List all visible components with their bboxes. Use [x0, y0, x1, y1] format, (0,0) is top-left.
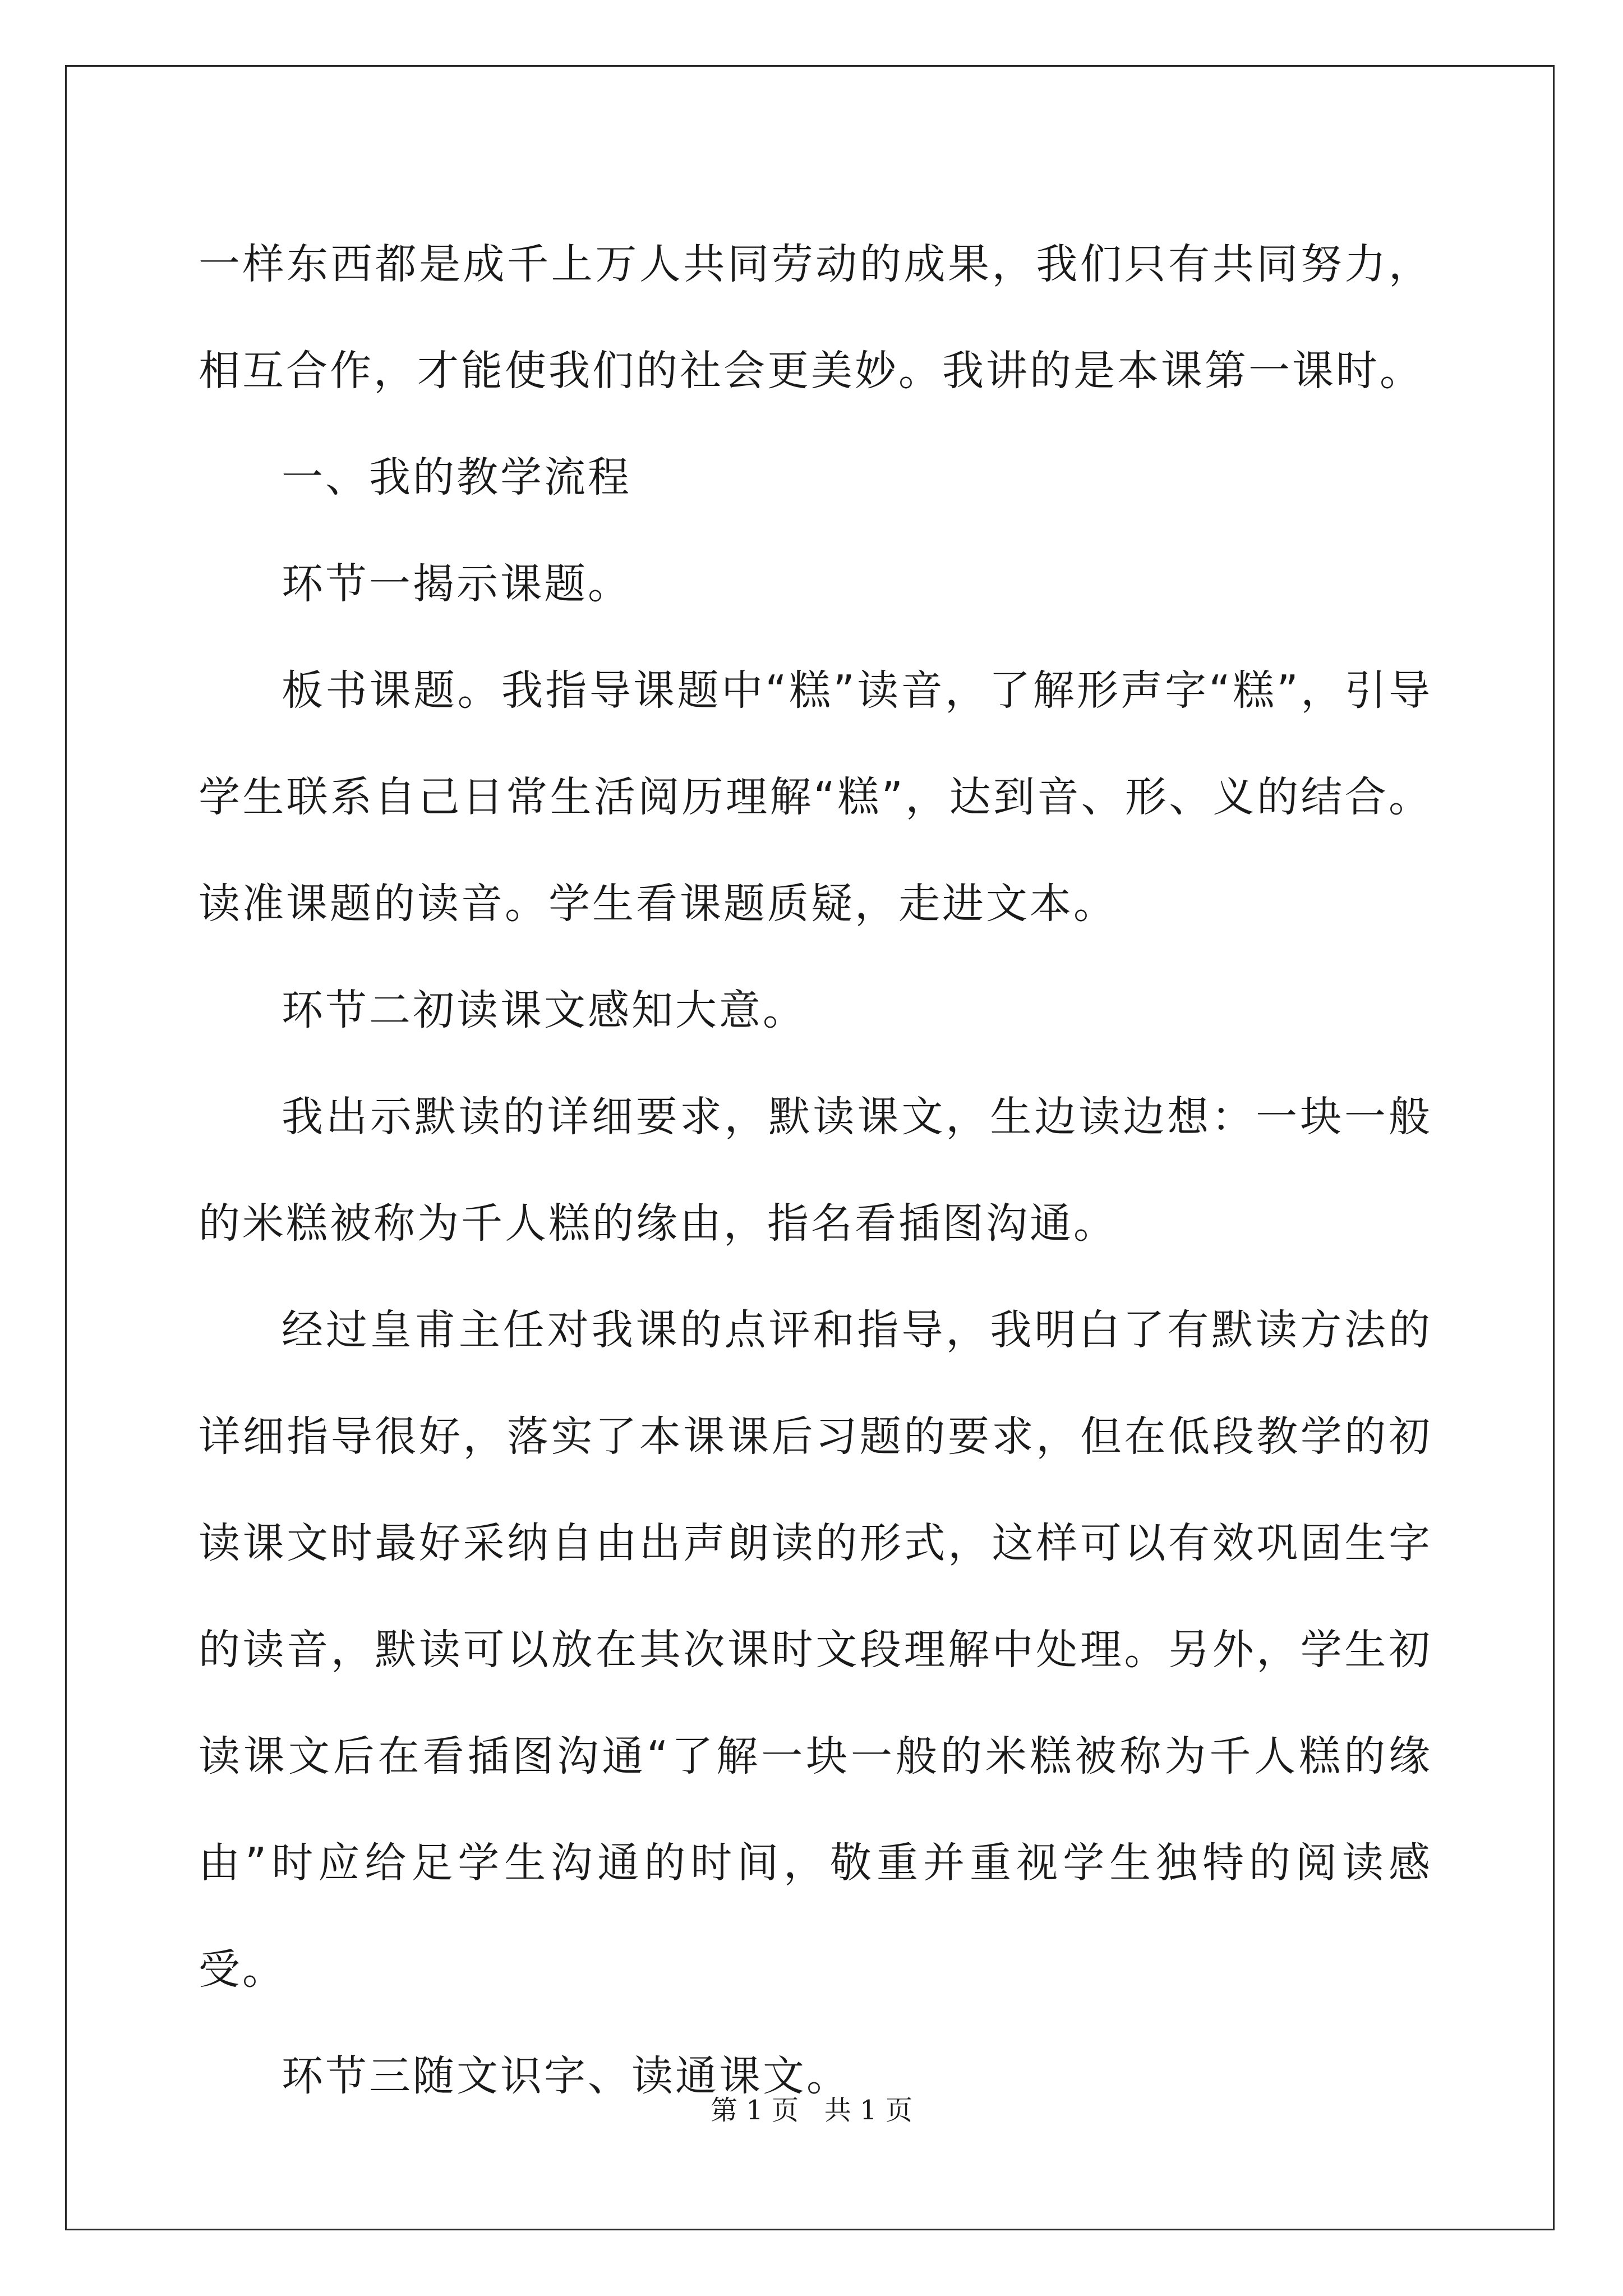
page-number: 第 1 页	[711, 2095, 799, 2126]
paragraph-6: 我出示默读的详细要求，默读课文，生边读边想：一块一般的米糕被称为千人糕的缘由，指名看插图沟通。	[199, 1093, 1432, 1248]
paragraph-7: 经过皇甫主任对我课的点评和指导，我明白了有默读方法的详细指导很好，落实了本课课后习题的要求，但在低段教学的初读课文时最好采纳自由出声朗读的形式，这样可以有效巩固生字的读音，默读可以放在其次课时文段理解中处理。另外，学生初读课文后在看插图沟通“了解一块一般的米糕被称为千人糕的缘由”时应给足学生沟通的时间，敬重并重视学生独特的阅读感受。	[199, 1306, 1432, 1994]
page-footer	[0, 2088, 1623, 2127]
paragraph-1: 一样东西都是成千上万人共同劳动的成果，我们只有共同努力，相互合作，才能使我们的社会更美妙。我讲的是本课第一课时。	[199, 240, 1432, 395]
paragraph-8-step-three: 环节三随文识字、读通课文。	[282, 2052, 850, 2100]
paragraph-4: 板书课题。我指导课题中“糕”读音，了解形声字“糕”，引导学生联系自己日常生活阅历理解“糕”，达到音、形、义的结合。读准课题的读音。学生看课题质疑，走进文本。	[199, 666, 1432, 928]
page-total: 共 1 页	[824, 2095, 912, 2126]
document-body	[199, 211, 1432, 2129]
paragraph-2-heading: 一、我的教学流程	[282, 453, 631, 501]
paragraph-5-step-two: 环节二初读课文感知大意。	[282, 986, 806, 1034]
paragraph-3-step-one: 环节一揭示课题。	[282, 560, 631, 608]
